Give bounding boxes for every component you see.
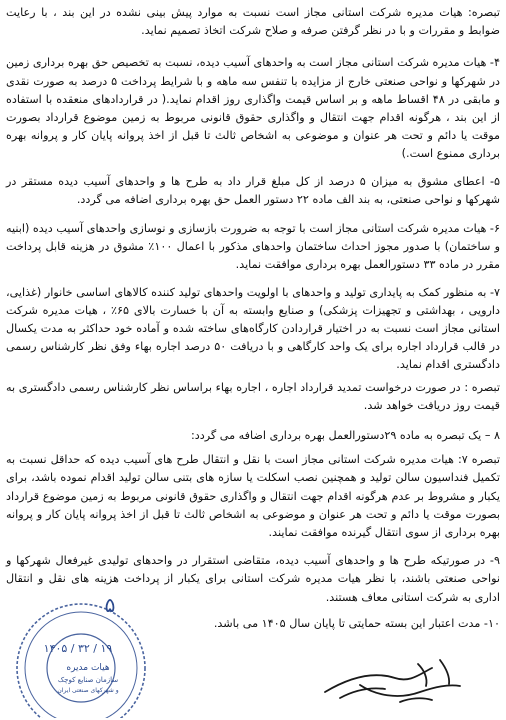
clause-8: ۸ – یک تبصره به ماده ۲۹دستورالعمل بهره برداری اضافه می گردد: — [191, 429, 500, 443]
clause-10: ۱۰- مدت اعتبار این بسته حمایتی تا پایان سال ۱۴۰۵ می باشد. — [213, 616, 500, 630]
clause-8-note-7: تبصره ۷: هیات مدیره شرکت استانی مجاز است با نقل و انتقال طرح های آسیب دیده که حداقل نسبت به تکمیل فنداسیون سالن تولید و همچنین نصب اسکلت یا سازه های بتنی سالن تولید اقدام نموده باشد، برای یکبار و مشروط بر عدم هرگونه اقدام جهت انتقال و واگذاری حقوق قانونی مربوط به زمین موضوع قرارداد بصورت موقت یا دائم و تحت هر عنوان و موضوعی به اشخاص ثالث تا قبل از اخذ پروانه پایان کار و پروانه بهره برداری از سوی انتقال گیرنده موافقت نمایند. — [6, 453, 500, 540]
clause-7: ۷- به منظور کمک به پایداری تولید و واحدهای با اولویت واحدهای تولید کننده کالاهای اساسی خانوار (غذایی، دارویی ، بهداشتی و تجهیزات پزشکی) و صنایع وابسته به آن با خسارت بالای ۶۵٪ ، هیات مدیره شرکت استانی مجاز است نسبت به در اختیار قراردادن کارگاه‌های ساخته شده و آماده خود حداکثر به مدت یکسال در قالب قرارداد اجاره برای یک واحد کارگاهی و با دریافت ۵۰ درصد اجاره بهاء وفق نظر کارشناس رسمی دادگستری اقدام نماید. — [6, 285, 500, 372]
clause-7-note: تبصره : در صورت درخواست تمدید قرارداد اجاره ، اجاره بهاء براساس نظر کارشناس رسمی دادگستری به قیمت روز دریافت خواهد شد. — [6, 380, 500, 412]
stamp-text-1: هیات مدیره — [66, 663, 110, 673]
stamp-text-3: و شهرکهای صنعتی ایران — [57, 687, 119, 694]
note-paragraph: تبصره: هیات مدیره شرکت استانی مجاز است نسبت به موارد پیش بینی نشده در این بند ، با رعایت ضوابط و مقررات و با در نظر گرفتن صرفه و صلاح شرکت اتخاذ تصمیم نماید. — [6, 6, 500, 38]
clause-4: ۴- هیات مدیره شرکت استانی مجاز است به واحدهای آسیب دیده، نسبت به تخصیص حق بهره برداری زمین در شهرکها و نواحی صنعتی خارج از مزایده با تنفس سه ماهه و با شرایط پرداخت ۵ درصد به صورت نقدی و مابقی در ۴۸ اقساط ماهه و بر اساس قیمت واگذاری روز اقدام نماید.( در قراردادهای منعقده با استفاده از این بند ، هرگونه اقدام جهت انتقال و واگذاری حقوق قانونی مربوط به زمین موضوع قرارداد بصورت موقت یا دائم و تحت هر عنوان و موضوعی به اشخاص ثالث تا قبل از اخذ پروانه پایان کار و پروانه بهره برداری ممنوع است.) — [6, 56, 500, 161]
stamp-number: ۵ — [104, 593, 116, 617]
handwritten-signature — [300, 640, 500, 710]
clause-5: ۵- اعطای مشوق به میزان ۵ درصد از کل مبلغ قرار داد به طرح ها و واحدهای آسیب دیده مستقر در شهرکها و نواحی صنعتی، به بند الف ماده ۲۲ دستور العمل حق بهره برداری اضافه می گردد. — [6, 174, 501, 206]
clause-6: ۶- هیات مدیره شرکت استانی مجاز است با توجه به ضرورت بازسازی و نوسازی واحدهای آسیب دیده (ابنیه و ساختمان) با صدور مجوز احداث ساختمان واحدهای مذکور با اعمال ۱۰۰٪ مشوق در هزینه قابل پرداخت مقرر در ماده ۳۳ دستورالعمل بهره برداری موافقت نماید. — [6, 222, 500, 272]
official-stamp — [6, 590, 156, 718]
stamp-text-2: سازمان صنایع کوچک — [57, 676, 119, 684]
clause-9: ۹- در صورتیکه طرح ها و واحدهای آسیب دیده، متقاضی استقرار در واحدهای تولیدی غیرفعال شهرکها و نواحی صنعتی باشند، با نظر هیات مدیره شرکت استانی برای یکبار از پرداخت هزینه های نقل و انتقال اداری به شرکت استانی معاف هستند. — [6, 554, 500, 604]
stamp-date: ۱۴۰۵ / ۳۲ / ۱۹ — [43, 642, 113, 655]
